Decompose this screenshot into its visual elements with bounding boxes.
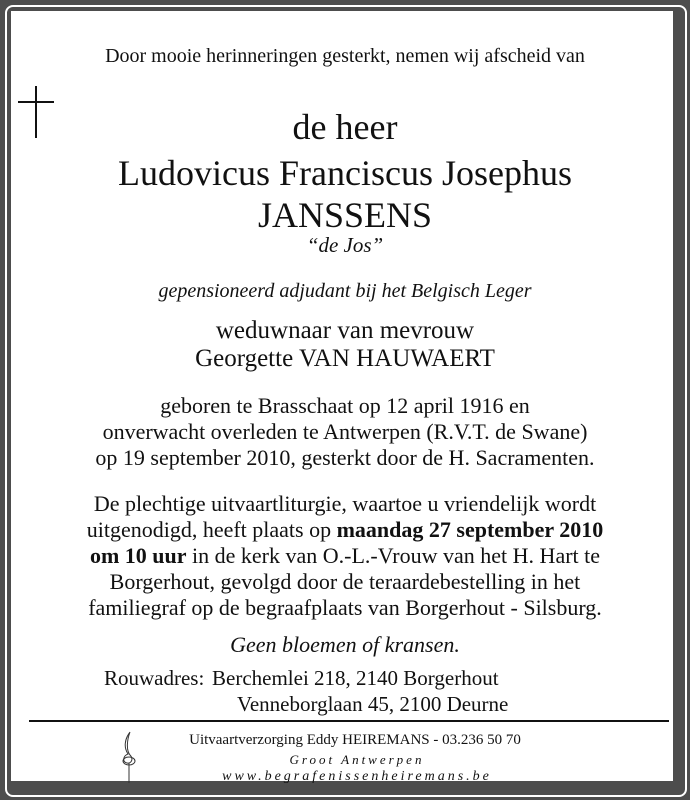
funeral-date: maandag 27 september 2010 xyxy=(336,517,604,542)
undertaker-region: Groot Antwerpen xyxy=(289,752,425,767)
funeral-line-5: familiegraf op de begraafplaats van Borgerhout - Silsburg. xyxy=(88,595,602,620)
intro-text: Door mooie herinneringen gesterkt, nemen wij afscheid van xyxy=(105,45,585,67)
address-label: Rouwadres: xyxy=(104,666,205,690)
surname: JANSSENS xyxy=(257,195,433,235)
funeral-line-1: De plechtige uitvaartliturgie, waartoe u vriendelijk wordt xyxy=(93,491,597,516)
undertaker-contact: Uitvaartverzorging Eddy HEIREMANS - 03.236 50 70 xyxy=(189,732,521,748)
funeral-text: uitgenodigd, heeft plaats op xyxy=(86,517,337,542)
nickname: “de Jos” xyxy=(306,233,384,257)
address-1: Berchemlei 218, 2140 Borgerhout xyxy=(212,666,499,690)
spouse-name: Georgette VAN HAUWAERT xyxy=(195,345,495,372)
funeral-text: in de kerk van O.-L.-Vrouw van het H. Hart te xyxy=(186,543,601,568)
spouse-intro: weduwnaar van mevrouw xyxy=(215,317,475,344)
divider xyxy=(29,720,669,722)
funeral-time: om 10 uur xyxy=(89,543,187,568)
funeral-line-4: Borgerhout, gevolgd door de teraardebestelling in het xyxy=(109,569,581,594)
address-2: Venneborglaan 45, 2100 Deurne xyxy=(237,692,509,716)
occupation: gepensioneerd adjudant bij het Belgisch Leger xyxy=(158,280,532,302)
given-names: Ludovicus Franciscus Josephus xyxy=(118,153,572,193)
birth-line: geboren te Brasschaat op 12 april 1916 en xyxy=(160,393,530,418)
undertaker-website[interactable]: www.begrafenissenheiremans.be xyxy=(222,769,492,784)
title: de heer xyxy=(292,107,398,147)
sacraments-line: op 19 september 2010, gesterkt door de H. Sacramenten. xyxy=(95,445,595,470)
death-line: onverwacht overleden te Antwerpen (R.V.T. de Swane) xyxy=(102,419,588,444)
cross-icon-bar xyxy=(18,101,54,103)
funeral-line-2 xyxy=(0,517,690,543)
flowers-note: Geen bloemen of kransen. xyxy=(230,632,460,657)
funeral-line-3 xyxy=(0,543,690,569)
